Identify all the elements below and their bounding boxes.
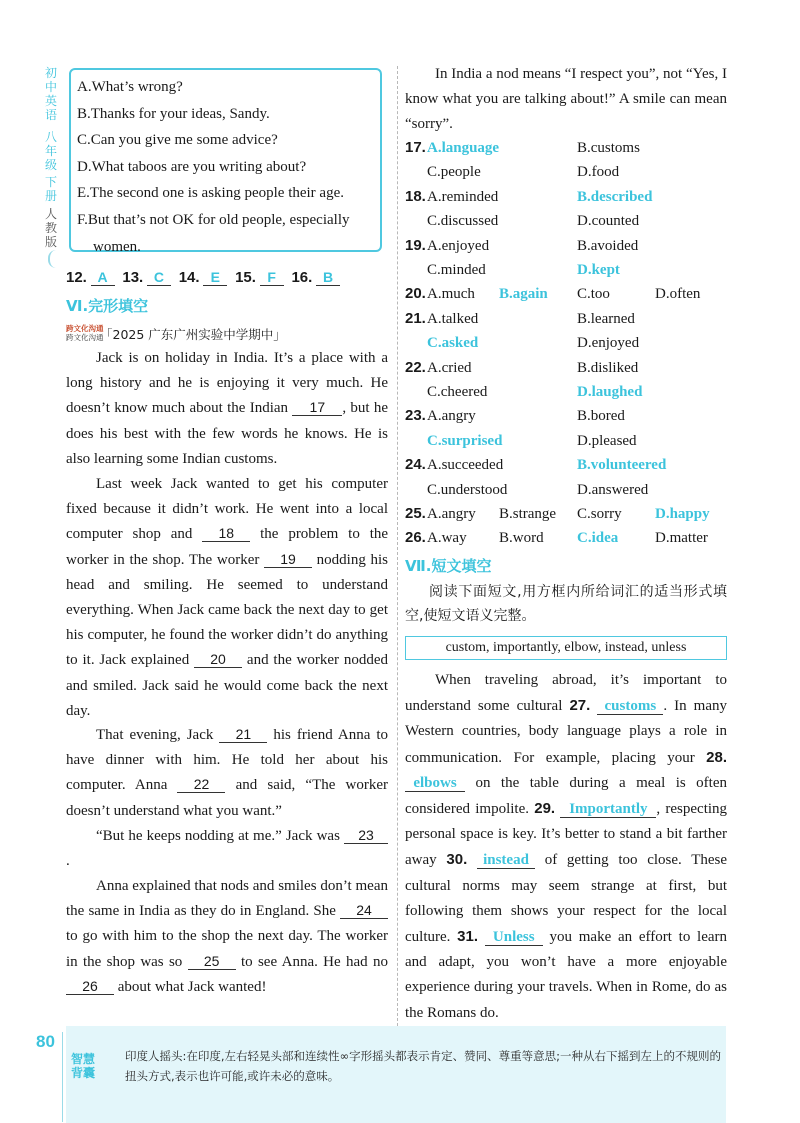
choice-row — [405, 380, 735, 404]
answer-blank: B — [316, 269, 340, 286]
choice-row — [405, 136, 735, 160]
question-number: 17. — [405, 139, 426, 156]
choice-option-a: A.angry — [427, 506, 476, 522]
choice-row — [405, 478, 735, 502]
choice-row — [405, 502, 735, 526]
choice-option-c: C.sorry — [577, 506, 622, 522]
choice-option-b: B.again — [499, 286, 548, 303]
answer-27: customs — [597, 698, 663, 715]
choice-option-a: A.talked — [427, 310, 479, 327]
option-c: C.Can you give me some advice? — [77, 132, 278, 149]
footer-label-bottom: 背囊 — [70, 1066, 95, 1080]
question-number: 29. — [534, 800, 556, 818]
choice-option-d: D.matter — [655, 530, 708, 547]
choice-option-a: A.language — [427, 140, 500, 156]
answer-blank: C — [147, 269, 171, 286]
choice-row — [405, 453, 735, 477]
sidebar-char: 下 — [44, 175, 57, 189]
text: you make an effort to learn and adapt, you won’t have a more enjoyable experience during your travels. When in Rome, do as the Romans do. — [405, 929, 728, 1021]
question-number: 24. — [405, 456, 426, 474]
choice-option-b: B.disliked — [577, 359, 639, 376]
sidebar-term — [44, 175, 58, 203]
choice-option-b: B.word — [499, 530, 544, 547]
choice-option-c: C.understood — [427, 481, 508, 498]
text: on the table during a meal is often considered impolite. — [405, 774, 727, 818]
choice-option-a: A.succeeded — [427, 457, 504, 474]
answer-number: 13. — [122, 269, 144, 286]
column-divider — [397, 66, 398, 1026]
choice-row — [405, 234, 735, 258]
sidebar-char: 年 — [44, 144, 57, 158]
cloze-paragraph-4 — [66, 824, 388, 874]
text: and said, “The worker doesn’t understand what you want.” — [66, 777, 389, 819]
cloze-paragraph-5 — [66, 874, 388, 1000]
choice-option-b: B.avoided — [577, 237, 639, 254]
choice-option-d: D.food — [577, 164, 620, 181]
question-number: 26. — [405, 529, 426, 547]
text: and the worker nodded and smiled. Jack said he would come back the next day. — [66, 652, 389, 719]
sidebar-edition — [44, 207, 58, 249]
question-number: 20. — [405, 285, 426, 303]
tag-badge-bottom: 跨文化沟通 — [66, 333, 104, 342]
choice-row — [405, 185, 735, 209]
word-box-text: custom, importantly, elbow, instead, unless — [445, 640, 687, 655]
option-f-cont: women. — [93, 238, 141, 255]
text: 印度人摇头:在印度,左右轻晃头部和连续性∞字形摇头都表示肯定、赞同、尊重等意思;一种从右下摇到左上的不规则的扭头方式,表示也许可能,或许未必的意味。 — [125, 1049, 721, 1083]
cloze-paragraph-3 — [66, 723, 388, 824]
answer-blank: A — [91, 269, 115, 286]
choice-option-c: C.people — [427, 164, 481, 181]
answer-28: elbows — [405, 775, 465, 792]
answer-number: 12. — [66, 269, 87, 286]
choice-option-d: D.enjoyed — [577, 335, 640, 352]
option-a: A.What’s wrong? — [77, 79, 183, 95]
blank-22: 22 — [177, 776, 225, 793]
text: , respecting personal space is key. It’s better to stand a bit farther away — [405, 801, 728, 869]
text: Last week Jack wanted to get his computer fixed because it didn’t work. He went into a local computer shop and — [66, 476, 388, 543]
blank-25: 25 — [188, 953, 236, 970]
section-title-cloze: Ⅵ.完形填空 — [66, 297, 149, 315]
footer-divider — [62, 1032, 64, 1122]
sidebar-char: 语 — [44, 108, 57, 122]
cloze-paragraph-2 — [66, 472, 388, 724]
blank-18: 18 — [202, 525, 250, 542]
text: That evening, Jack — [96, 727, 214, 743]
choice-option-d: D.kept — [577, 262, 620, 278]
question-number: 22. — [405, 358, 426, 376]
choice-option-b: B.customs — [577, 140, 640, 156]
question-number: 25. — [405, 505, 426, 522]
text: “But he keeps nodding at me.” Jack was — [96, 828, 340, 844]
sidebar-char: 中 — [44, 80, 57, 94]
sidebar-level — [44, 130, 58, 172]
cloze-paragraph-1 — [66, 346, 388, 472]
text: the problem to the worker in the shop. The worker — [66, 526, 389, 568]
choice-option-d: D.pleased — [577, 432, 637, 449]
text: nodding his head and smiling. He seemed to understand everything. When Jack came back the next day to get his computer, he found the worker didn’t do anything to it. Jack explained — [66, 551, 388, 669]
sidebar-char: 八 — [44, 130, 57, 144]
choice-row — [405, 404, 735, 428]
answer-number: 14. — [178, 269, 200, 286]
page-number: 80 — [36, 1032, 55, 1051]
text: to see Anna. He had no — [240, 953, 388, 970]
sidebar-char: 初 — [44, 66, 57, 80]
choice-option-d: D.often — [655, 286, 701, 303]
text: of getting too close. These cultural norms may seem strange at first, but following them shows your respect for the local culture. — [405, 852, 728, 946]
question-number: 30. — [446, 851, 468, 869]
choice-row — [405, 258, 735, 282]
answer-blank: F — [260, 269, 284, 286]
option-f: F.But that’s not OK for old people, especially — [77, 211, 350, 228]
blank-17: 17 — [292, 399, 342, 416]
text: . In many Western countries, body language plays a role in communication. For example, placing your — [405, 698, 728, 766]
text: In India a nod means “I respect you”, not “Yes, I know what you are talking about!” A smile can mean “sorry”. — [405, 66, 727, 133]
footer-note — [125, 1046, 730, 1086]
choice-option-b: B.volunteered — [577, 457, 667, 474]
answer-blank: E — [203, 269, 227, 286]
sidebar-char: 册 — [44, 189, 57, 203]
word-box — [405, 636, 727, 660]
answers-12-16 — [66, 268, 340, 288]
choice-option-c: C.minded — [427, 262, 486, 278]
sidebar-char: 级 — [44, 158, 57, 172]
choice-option-c: C.cheered — [427, 384, 488, 400]
sidebar-curve — [48, 250, 60, 268]
tag-badge-top: 跨文化沟通 — [66, 324, 104, 333]
option-d: D.What taboos are you writing about? — [77, 158, 307, 175]
cloze-paragraph-6 — [405, 62, 727, 138]
choice-row — [405, 282, 735, 306]
text: Anna explained that nods and smiles don’t mean the same in India as they do in England. She — [66, 878, 388, 920]
sidebar-char: 教 — [44, 221, 57, 235]
footer-label — [68, 1052, 98, 1080]
choice-option-b: B.bored — [577, 408, 625, 425]
choice-option-d: D.answered — [577, 481, 649, 498]
choice-option-b: B.strange — [499, 506, 557, 522]
choice-option-c: C.surprised — [427, 432, 503, 449]
tag-badge — [66, 324, 104, 342]
text: When traveling abroad, it’s important to understand some cultural — [405, 672, 727, 715]
text: 阅读下面短文,用方框内所给词汇的适当形式填空,使短文语义完整。 — [405, 584, 727, 624]
footer-label-top: 智慧 — [70, 1052, 95, 1066]
question-number: 18. — [405, 187, 426, 205]
option-e: E.The second one is asking people their age. — [77, 185, 344, 202]
choice-option-c: C.idea — [577, 530, 619, 547]
answer-number: 16. — [291, 269, 313, 286]
options-box — [69, 68, 382, 255]
choice-row — [405, 429, 735, 453]
choice-option-a: A.much — [427, 286, 475, 303]
blank-24: 24 — [340, 902, 388, 919]
text: about what Jack wanted! — [117, 978, 267, 995]
choice-row — [405, 160, 735, 184]
choice-option-a: A.angry — [427, 408, 476, 425]
choice-option-a: A.enjoyed — [427, 237, 490, 254]
choice-row — [405, 356, 735, 380]
text: Jack is on holiday in India. It’s a place with a long history and he is enjoying it very much. He doesn’t know much about the Indian — [66, 350, 388, 417]
question-number: 21. — [405, 309, 426, 327]
sidebar-grade — [44, 66, 58, 122]
choice-option-c: C.asked — [427, 335, 479, 352]
gapfill-passage — [405, 668, 727, 1026]
sidebar-char: 版 — [44, 235, 57, 249]
choice-option-c: C.too — [577, 286, 610, 303]
choice-row — [405, 307, 735, 331]
answer-29: Importantly — [560, 801, 656, 818]
choice-option-c: C.discussed — [427, 213, 499, 230]
choice-option-b: B.described — [577, 188, 653, 205]
choice-option-d: D.happy — [655, 506, 710, 522]
text: to go with him to the shop the next day. The worker in the shop was so — [66, 928, 388, 970]
section-title-gapfill: Ⅶ.短文填空 — [405, 557, 492, 575]
answer-30: instead — [477, 852, 535, 869]
choice-option-b: B.learned — [577, 310, 635, 327]
question-number: 23. — [405, 407, 426, 425]
question-number: 28. — [706, 748, 727, 766]
choice-option-a: A.cried — [427, 359, 472, 376]
sidebar-char: 英 — [44, 94, 57, 108]
blank-23: 23 — [344, 827, 388, 844]
choice-option-a: A.reminded — [427, 188, 499, 205]
question-number: 19. — [405, 236, 426, 254]
answer-31: Unless — [485, 929, 543, 946]
choice-option-d: D.laughed — [577, 384, 643, 400]
question-number: 27. — [569, 697, 591, 715]
blank-21: 21 — [219, 726, 267, 743]
option-b: B.Thanks for your ideas, Sandy. — [77, 105, 270, 122]
choice-row — [405, 209, 735, 233]
choice-row — [405, 331, 735, 355]
text: . — [66, 853, 70, 870]
blank-19: 19 — [264, 551, 312, 568]
blank-20: 20 — [194, 651, 242, 668]
sidebar-char: 人 — [44, 207, 57, 221]
text: , but he does his best with the few words he knows. He is also learning some Indian customs. — [66, 400, 389, 467]
text: his friend Anna to have dinner with him. He told her about his computer. Anna — [66, 727, 389, 794]
choice-option-a: A.way — [427, 530, 467, 547]
gapfill-instruction — [405, 580, 727, 628]
question-number: 31. — [457, 928, 479, 946]
choice-row — [405, 526, 735, 550]
answer-number: 15. — [235, 269, 256, 286]
blank-26: 26 — [66, 978, 114, 995]
source-label: 「2025 广东广州实验中学期中」 — [100, 327, 286, 342]
choice-option-d: D.counted — [577, 213, 640, 230]
